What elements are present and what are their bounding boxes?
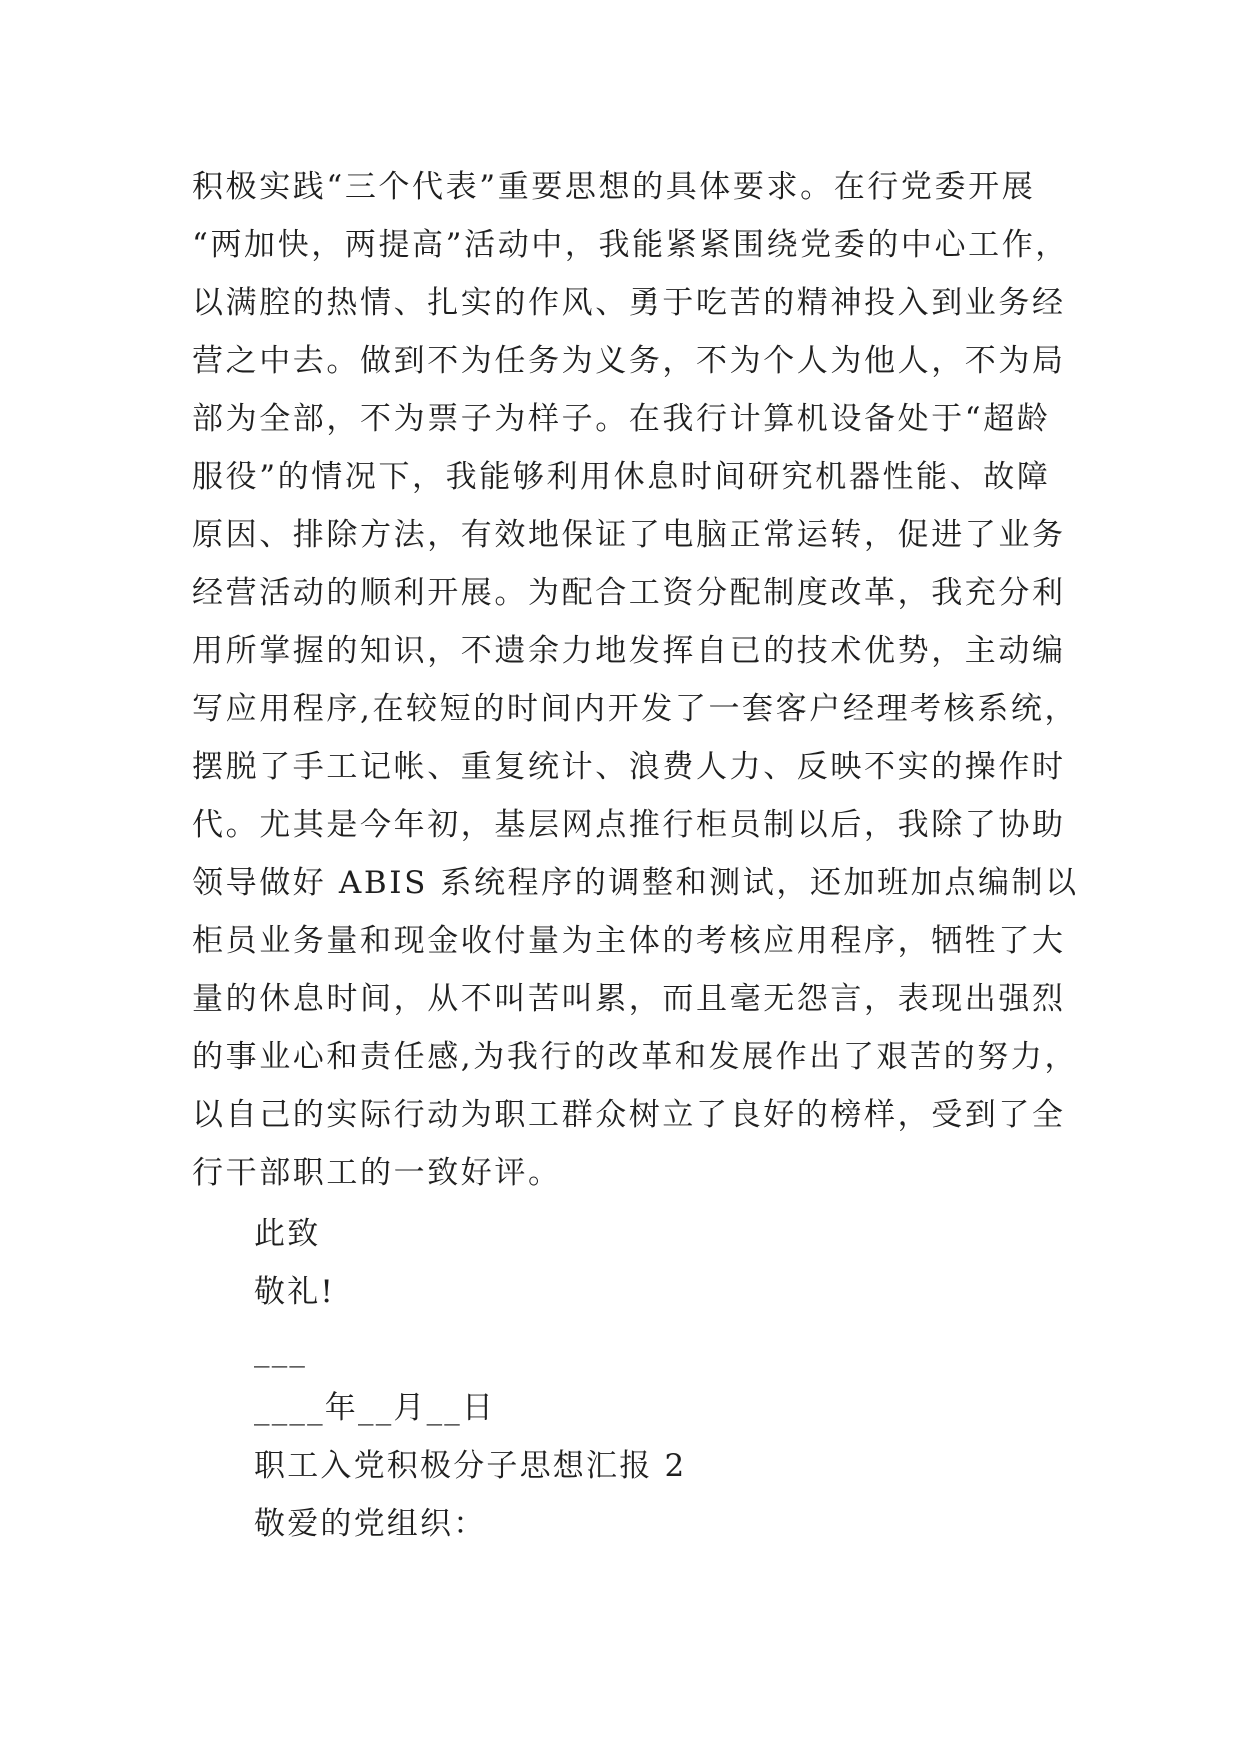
paragraph-line: 领导做好 ABIS 系统程序的调整和测试，还加班加点编制以 [192,865,1079,901]
paragraph-line: 营之中去。做到不为任务为义务，不为个人为他人，不为局 [192,343,1066,379]
paragraph-line: 量的休息时间，从不叫苦叫累，而且毫无怨言，表现出强烈 [192,981,1066,1017]
paragraph-line: 以自己的实际行动为职工群众树立了良好的榜样，受到了全 [192,1097,1066,1133]
paragraph-line: 原因、排除方法，有效地保证了电脑正常运转，促进了业务 [192,517,1066,553]
paragraph-line: 柜员业务量和现金收付量为主体的考核应用程序，牺牲了大 [192,923,1066,959]
closing-jing-li: 敬礼! [254,1274,336,1310]
paragraph-line: 积极实践“三个代表”重要思想的具体要求。在行党委开展 [192,169,1036,205]
report-paragraph [192,158,1079,1202]
paragraph-line: 写应用程序,在较短的时间内开发了一套客户经理考核系统， [192,691,1079,727]
paragraph-line: 行干部职工的一致好评。 [192,1155,562,1191]
paragraph-line: 部为全部，不为票子为样子。在我行计算机设备处于“超龄 [192,401,1051,437]
salutation: 敬爱的党组织： [254,1506,487,1542]
next-report-title: 职工入党积极分子思想汇报 2 [254,1448,687,1484]
paragraph-line: 用所掌握的知识，不遗余力地发挥自已的技术优势，主动编 [192,633,1066,669]
paragraph-line: 服役”的情况下，我能够利用休息时间研究机器性能、故障 [192,459,1051,495]
closing-ci-zhi: 此致 [254,1216,321,1252]
paragraph-line: “两加快，两提高”活动中，我能紧紧围绕党委的中心工作， [192,227,1069,263]
paragraph-line: 代。尤其是今年初，基层网点推行柜员制以后，我除了协助 [192,807,1066,843]
paragraph-line: 摆脱了手工记帐、重复统计、浪费人力、反映不实的操作时 [192,749,1066,785]
paragraph-line: 的事业心和责任感,为我行的改革和发展作出了艰苦的努力， [192,1039,1079,1075]
signature-blank: ___ [254,1332,308,1368]
paragraph-line: 以满腔的热情、扎实的作风、勇于吃苦的精神投入到业务经 [192,285,1066,321]
closing-block [254,1205,1014,1553]
date-line: ____年__月__日 [254,1390,496,1426]
paragraph-line: 经营活动的顺利开展。为配合工资分配制度改革，我充分利 [192,575,1066,611]
